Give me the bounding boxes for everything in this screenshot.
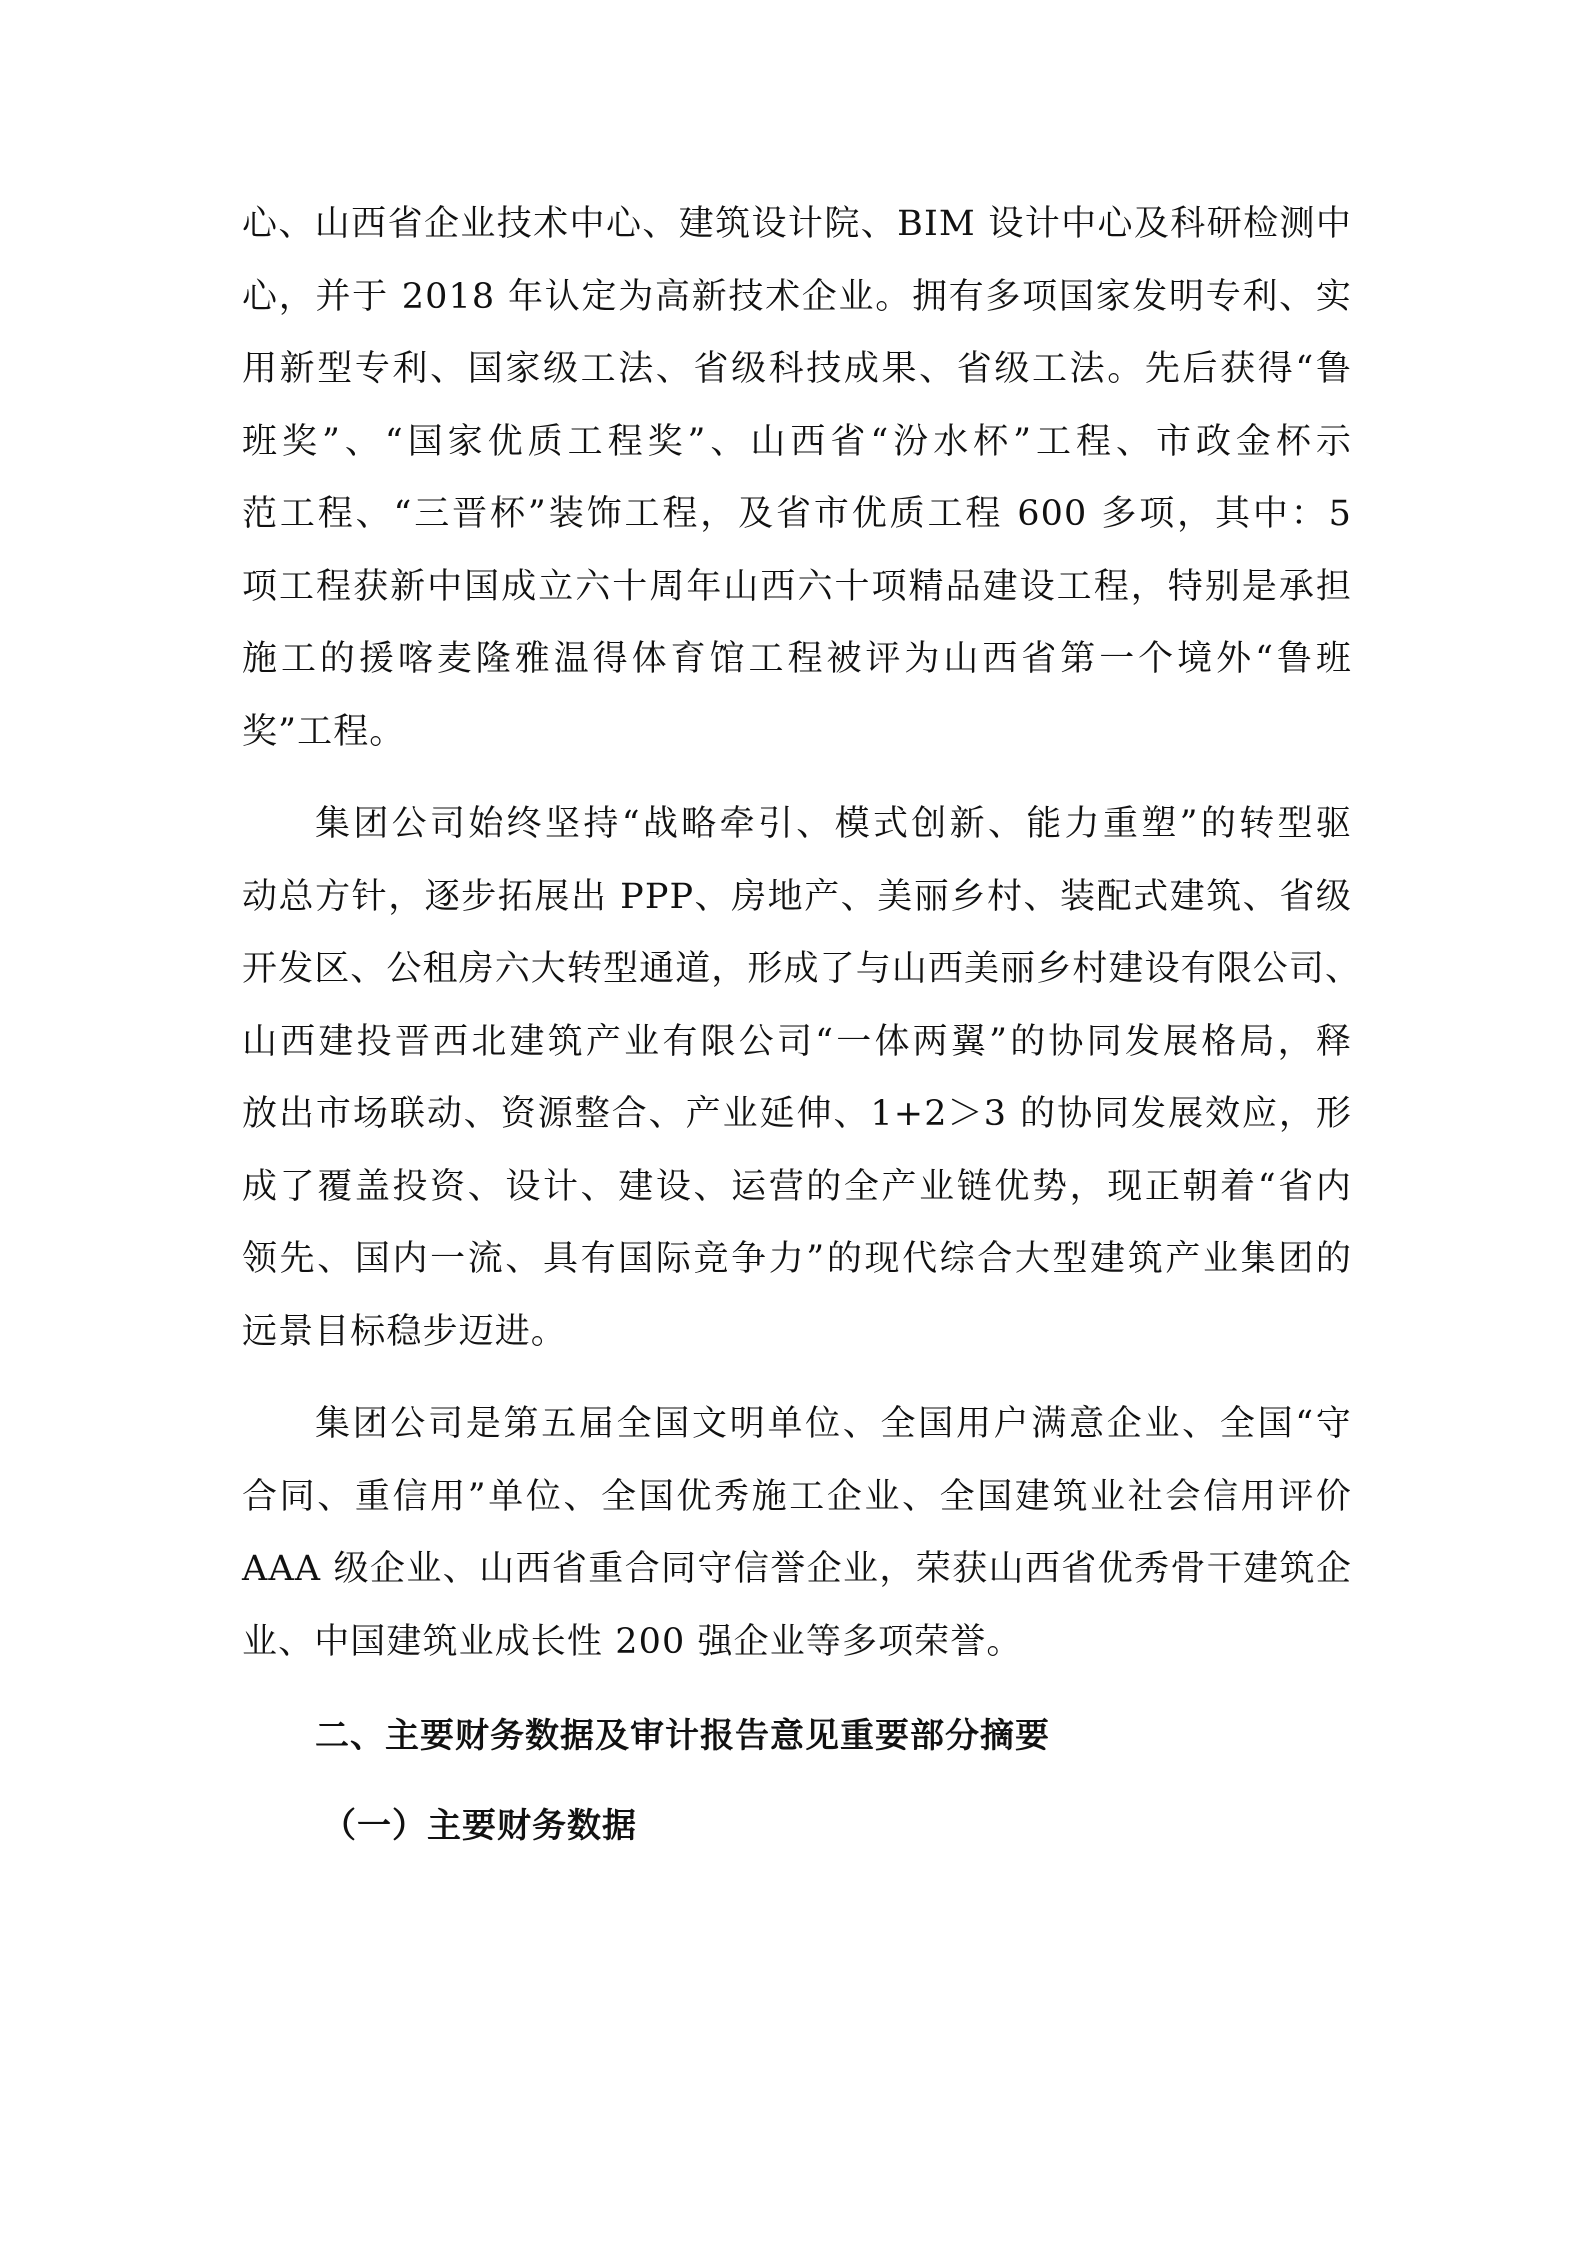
text-line: 领先、国内一流、具有国际竞争力”的现代综合大型建筑产业集团的 [242, 1239, 1352, 1279]
text-line: 动总方针，逐步拓展出 PPP、房地产、美丽乡村、装配式建筑、省级 [242, 876, 1352, 917]
paragraph-honors-tech [242, 188, 1352, 768]
document-body [242, 188, 1362, 1862]
text-line: 远景目标稳步迈进。 [242, 1311, 567, 1352]
section-heading: 二、主要财务数据及审计报告意见重要部分摘要 [315, 1716, 1050, 1756]
text-line: AAA 级企业、山西省重合同守信誉企业，荣获山西省优秀骨干建筑企 [242, 1549, 1352, 1589]
text-line: 合同、重信用”单位、全国优秀施工企业、全国建筑业社会信用评价 [242, 1476, 1352, 1517]
text-line: 集团公司始终坚持“战略牵引、模式创新、能力重塑”的转型驱 [315, 804, 1352, 844]
text-line: 放出市场联动、资源整合、产业延伸、1+2＞3 的协同发展效应，形 [242, 1094, 1352, 1134]
text-line: 奖”工程。 [242, 711, 406, 752]
text-line: 集团公司是第五届全国文明单位、全国用户满意企业、全国“守 [315, 1404, 1352, 1444]
text-line: 成了覆盖投资、设计、建设、运营的全产业链优势，现正朝着“省内 [242, 1166, 1352, 1207]
text-line: 范工程、“三晋杯”装饰工程，及省市优质工程 600 多项，其中：5 [242, 494, 1352, 534]
paragraph-transformation-strategy [242, 788, 1362, 1368]
paragraph-awards [242, 1388, 1352, 1678]
text-line: 开发区、公租房六大转型通道，形成了与山西美丽乡村建设有限公司、 [242, 949, 1362, 989]
text-line: 山西建投晋西北建筑产业有限公司“一体两翼”的协同发展格局，释 [242, 1021, 1352, 1062]
text-line: 用新型专利、国家级工法、省级科技成果、省级工法。先后获得“鲁 [242, 349, 1352, 389]
text-line: 施工的援喀麦隆雅温得体育馆工程被评为山西省第一个境外“鲁班 [242, 639, 1352, 679]
text-line: 项工程获新中国成立六十周年山西六十项精品建设工程，特别是承担 [242, 566, 1352, 607]
text-line: 心、山西省企业技术中心、建筑设计院、BIM 设计中心及科研检测中 [242, 204, 1352, 244]
text-line: 班奖”、“国家优质工程奖”、山西省“汾水杯”工程、市政金杯示 [242, 421, 1352, 462]
text-line: 业、中国建筑业成长性 200 强企业等多项荣誉。 [242, 1621, 1023, 1662]
subsection-heading: （一）主要财务数据 [322, 1806, 637, 1846]
text-line: 心，并于 2018 年认定为高新技术企业。拥有多项国家发明专利、实 [242, 276, 1352, 317]
